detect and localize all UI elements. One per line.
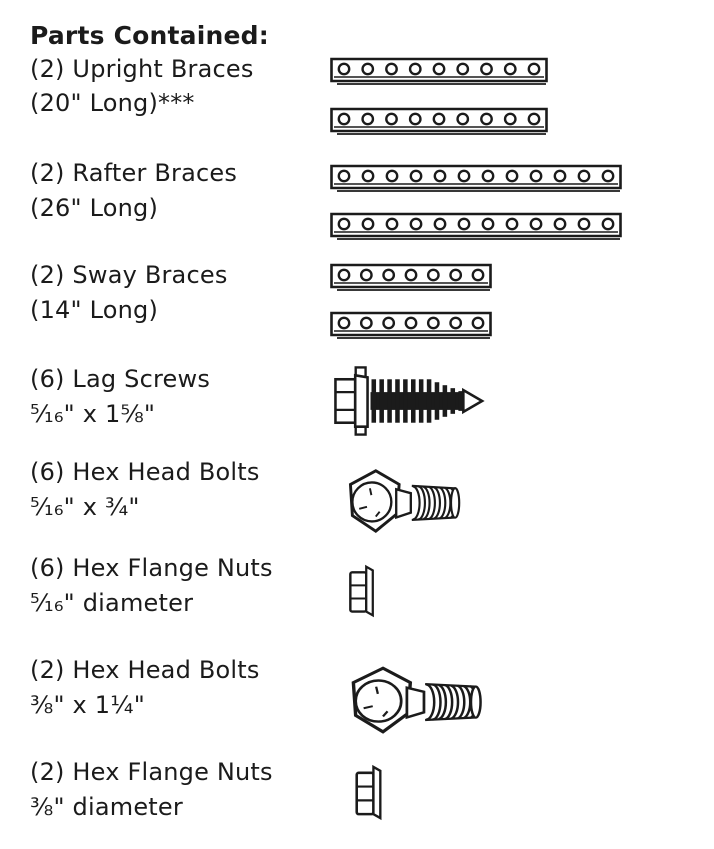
lag-screw-illustration — [332, 361, 490, 441]
sway-brace-illustration — [330, 263, 492, 293]
part-name-hex-flange-nuts-6: (6) Hex Flange Nuts — [30, 554, 273, 582]
part-name-rafter-braces: (2) Rafter Braces — [30, 159, 238, 187]
upright-brace-illustration — [330, 107, 548, 137]
hex-head-bolt-illustration — [342, 660, 490, 738]
hex-flange-nut-illustration — [346, 562, 379, 620]
part-size-upright-braces: (20" Long)*** — [30, 89, 195, 117]
hex-flange-nut-illustration — [352, 762, 387, 823]
part-name-lag-screws: (6) Lag Screws — [30, 365, 211, 393]
part-size-hex-flange-nuts-6: ⁵⁄₁₆" diameter — [30, 589, 194, 617]
part-size-rafter-braces: (26" Long) — [30, 194, 159, 222]
part-size-hex-head-bolts-2: ⅜" x 1¼" — [30, 691, 145, 719]
part-name-hex-flange-nuts-2: (2) Hex Flange Nuts — [30, 758, 273, 786]
part-name-upright-braces: (2) Upright Braces — [30, 55, 254, 83]
sway-brace-illustration — [330, 311, 492, 341]
part-size-sway-braces: (14" Long) — [30, 296, 159, 324]
rafter-brace-illustration — [330, 164, 622, 194]
part-name-hex-head-bolts-6: (6) Hex Head Bolts — [30, 458, 260, 486]
page-title: Parts Contained: — [30, 21, 269, 50]
part-name-hex-head-bolts-2: (2) Hex Head Bolts — [30, 656, 260, 684]
part-size-hex-head-bolts-6: ⁵⁄₁₆" x ¾" — [30, 493, 140, 521]
hex-head-bolt-illustration — [340, 463, 468, 537]
part-name-sway-braces: (2) Sway Braces — [30, 261, 228, 289]
part-size-hex-flange-nuts-2: ⅜" diameter — [30, 793, 183, 821]
part-size-lag-screws: ⁵⁄₁₆" x 1⅝" — [30, 400, 156, 428]
rafter-brace-illustration — [330, 212, 622, 242]
upright-brace-illustration — [330, 57, 548, 87]
